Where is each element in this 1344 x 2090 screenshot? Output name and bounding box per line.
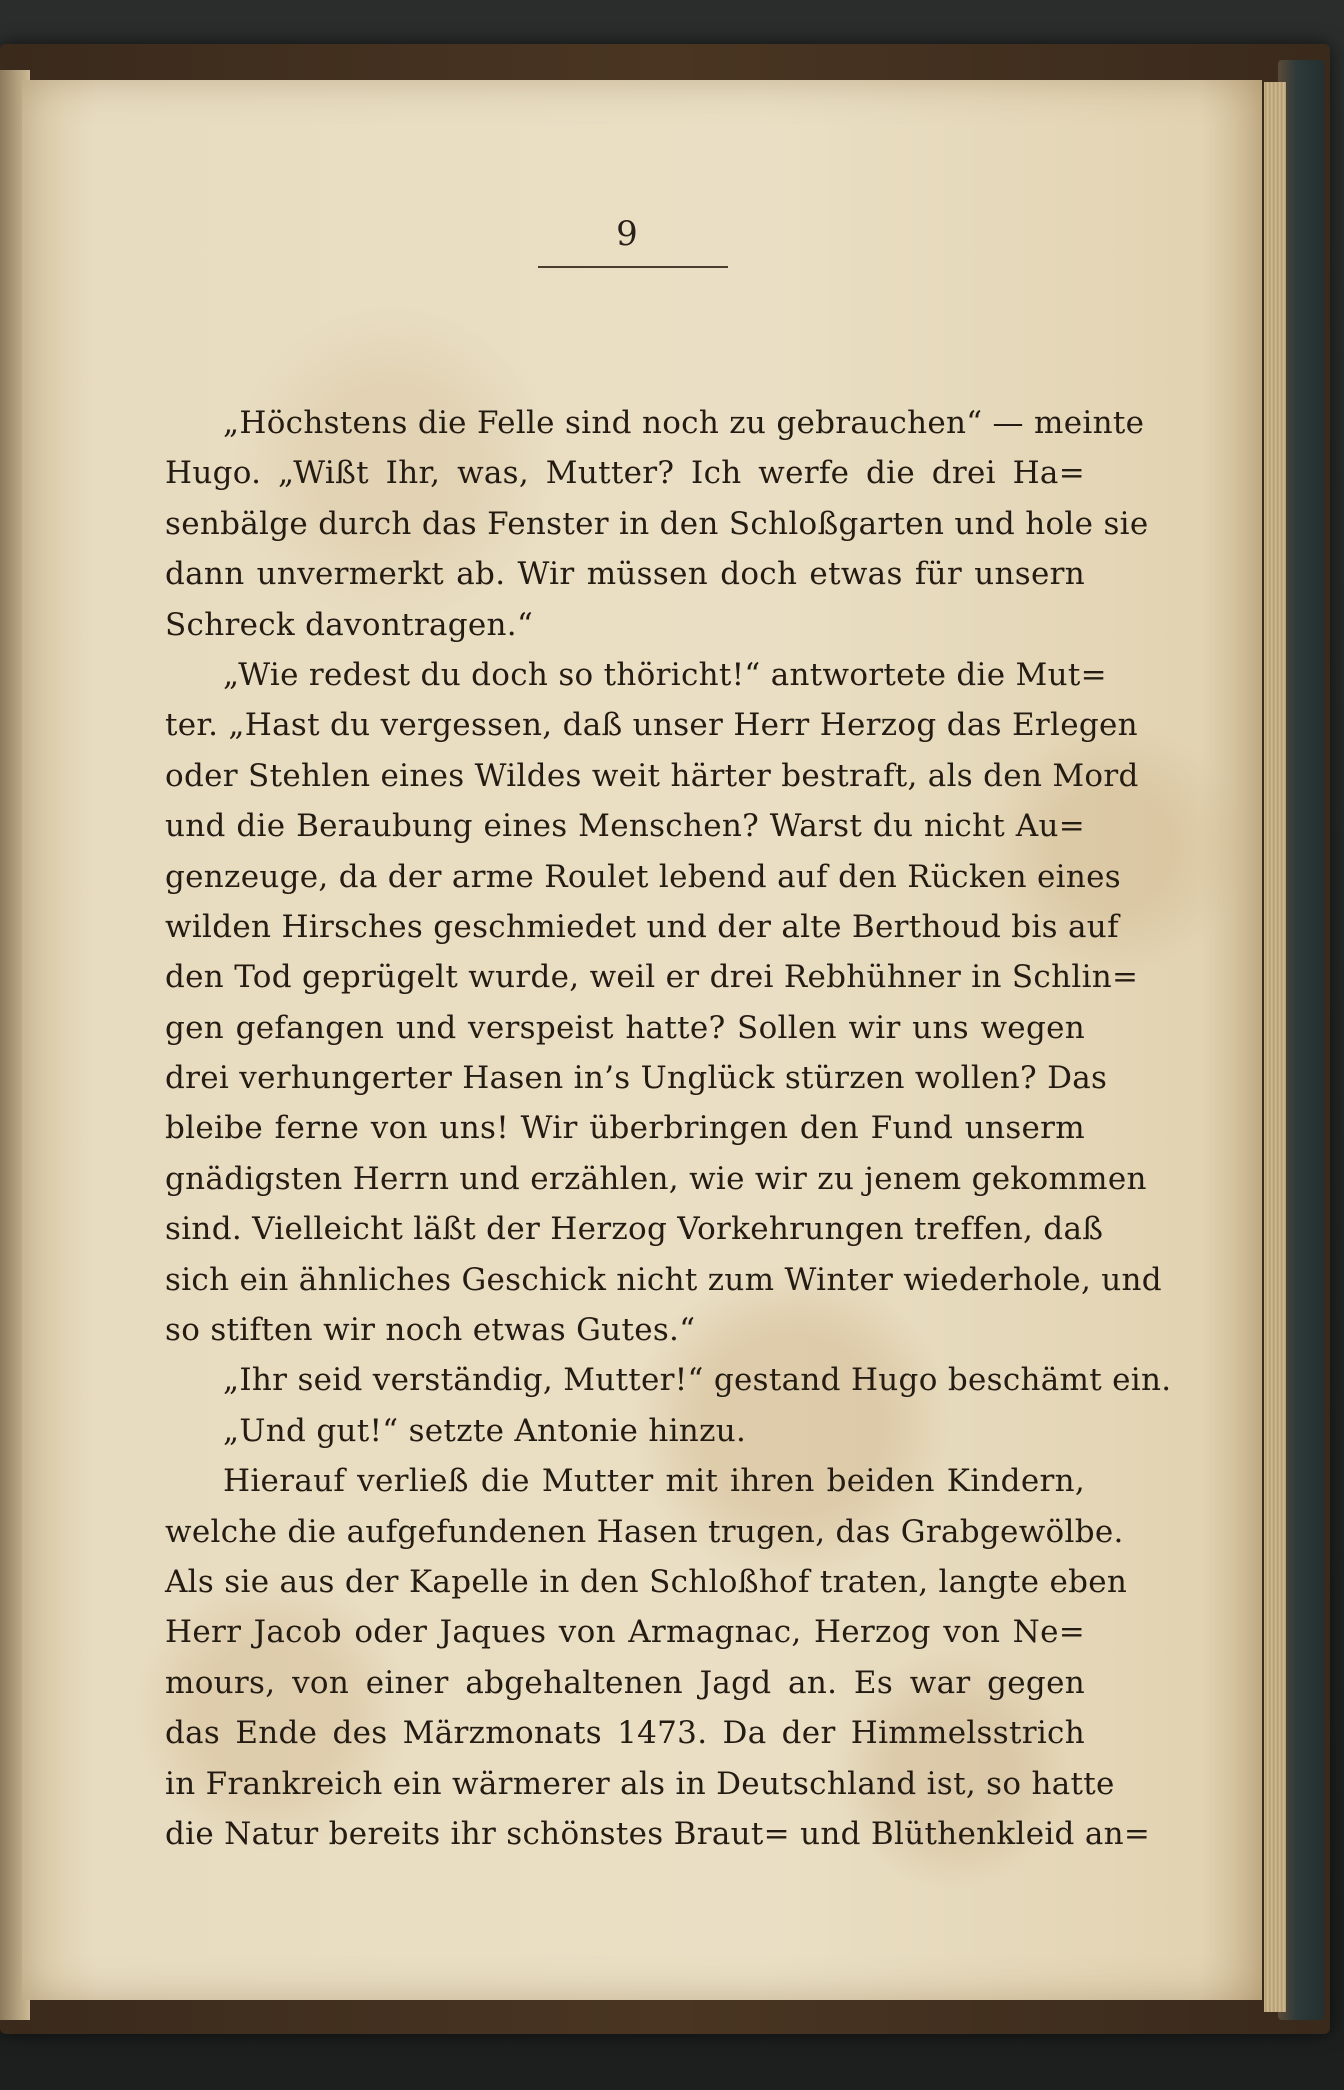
text-line: dann unvermerkt ab. Wir müssen doch etwas für unsern: [165, 556, 1085, 593]
book-page: [22, 80, 1262, 2000]
text-line: und die Beraubung eines Menschen? Warst du nicht Au=: [165, 808, 1085, 845]
page-number: 9: [616, 214, 638, 254]
text-line: „Höchstens die Felle sind noch zu gebrauchen“ — meinte: [223, 405, 1145, 441]
text-line: oder Stehlen eines Wildes weit härter bestraft, als den Mord: [165, 757, 1139, 794]
text-line: gen gefangen und verspeist hatte? Sollen wir uns wegen: [165, 1009, 1085, 1046]
text-line: so stiften wir noch etwas Gutes.“: [165, 1312, 696, 1349]
text-line: das Ende des Märzmonats 1473. Da der Himmelsstrich: [165, 1715, 1085, 1752]
text-line: sich ein ähnliches Geschick nicht zum Winter wiederhole, und: [165, 1261, 1162, 1298]
text-line: wilden Hirsches geschmiedet und der alte Berthoud bis auf: [165, 908, 1119, 945]
text-line: in Frankreich ein wärmerer als in Deutschland ist, so hatte: [165, 1765, 1115, 1802]
text-line: Herr Jacob oder Jaques von Armagnac, Herzog von Ne=: [165, 1614, 1085, 1651]
text-line: Als sie aus der Kapelle in den Schloßhof traten, langte eben: [165, 1563, 1128, 1600]
body-text: [165, 398, 1172, 1859]
text-line: sind. Vielleicht läßt der Herzog Vorkehrungen treffen, daß: [165, 1211, 1104, 1248]
text-line: ter. „Hast du vergessen, daß unser Herr Herzog das Erlegen: [165, 707, 1138, 744]
text-line: mours, von einer abgehaltenen Jagd an. Es war gegen: [165, 1664, 1085, 1701]
text-line: Schreck davontragen.“: [165, 606, 534, 643]
text-line: genzeuge, da der arme Roulet lebend auf den Rücken eines: [165, 858, 1121, 895]
text-line: Hugo. „Wißt Ihr, was, Mutter? Ich werfe die drei Ha=: [165, 455, 1085, 492]
text-line: bleibe ferne von uns! Wir überbringen den Fund unserm: [165, 1110, 1085, 1147]
text-line: welche die aufgefundenen Hasen trugen, das Grabgewölbe.: [165, 1513, 1124, 1550]
text-line: Hierauf verließ die Mutter mit ihren beiden Kindern,: [223, 1463, 1085, 1500]
text-line: „Ihr seid verständig, Mutter!“ gestand Hugo beschämt ein.: [223, 1362, 1172, 1399]
text-line: „Wie redest du doch so thöricht!“ antwortete die Mut=: [223, 656, 1107, 693]
header-rule: [538, 266, 728, 268]
text-line: den Tod geprügelt wurde, weil er drei Rebhühner in Schlin=: [165, 959, 1139, 996]
text-line: drei verhungerter Hasen in’s Unglück stürzen wollen? Das: [165, 1060, 1108, 1097]
text-line: senbälge durch das Fenster in den Schloßgarten und hole sie: [165, 505, 1149, 542]
page-stack-edge: [1264, 82, 1286, 2012]
text-line: gnädigsten Herrn und erzählen, wie wir zu jenem gekommen: [165, 1160, 1147, 1197]
text-line: „Und gut!“ setzte Antonie hinzu.: [223, 1412, 747, 1449]
text-line: die Natur bereits ihr schönstes Braut= und Blüthenkleid an=: [165, 1815, 1151, 1852]
